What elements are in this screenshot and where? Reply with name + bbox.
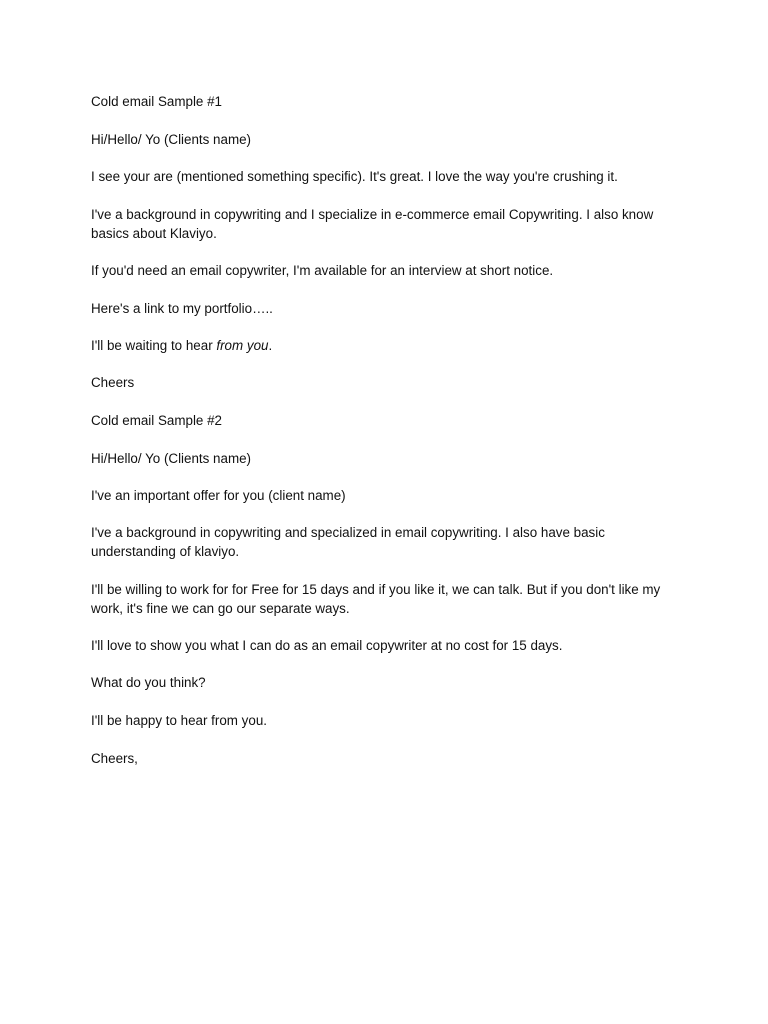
sample2-paragraph-1: I've an important offer for you (client name) bbox=[91, 488, 346, 503]
sample2-paragraph-3-line-1: I'll be willing to work for for Free for 15 days and if you like it, we can talk. But if you don't like my bbox=[91, 582, 661, 597]
sample1-p5-italic: from you bbox=[216, 338, 269, 353]
sample2-greeting: Hi/Hello/ Yo (Clients name) bbox=[91, 451, 252, 466]
sample2-heading: Cold email Sample #2 bbox=[91, 413, 222, 428]
sample2-paragraph-2-line-1: I've a background in copywriting and specialized in email copywriting. I also have basic bbox=[91, 525, 605, 540]
sample1-paragraph-3: If you'd need an email copywriter, I'm available for an interview at short notice. bbox=[91, 263, 554, 278]
sample1-paragraph-1: I see your are (mentioned something specific). It's great. I love the way you're crushing it. bbox=[91, 169, 618, 184]
sample1-greeting: Hi/Hello/ Yo (Clients name) bbox=[91, 132, 252, 147]
sample2-paragraph-6: I'll be happy to hear from you. bbox=[91, 713, 267, 728]
sample1-heading: Cold email Sample #1 bbox=[91, 94, 222, 109]
sample1-paragraph-2-line-2: basics about Klaviyo. bbox=[91, 226, 217, 241]
sample2-paragraph-4: I'll love to show you what I can do as an email copywriter at no cost for 15 days. bbox=[91, 638, 563, 653]
sample1-p5-prefix: I'll be waiting to hear bbox=[91, 338, 217, 353]
sample2-paragraph-3-line-2: work, it's fine we can go our separate ways. bbox=[91, 601, 350, 616]
sample1-paragraph-5 bbox=[91, 336, 691, 355]
sample1-signoff: Cheers bbox=[91, 375, 135, 390]
sample2-paragraph-5: What do you think? bbox=[91, 675, 206, 690]
sample1-paragraph-2-line-1: I've a background in copywriting and I specialize in e-commerce email Copywriting. I also know bbox=[91, 207, 654, 222]
sample1-p5-suffix: . bbox=[268, 338, 273, 353]
sample2-signoff: Cheers, bbox=[91, 751, 138, 766]
sample2-paragraph-2-line-2: understanding of klaviyo. bbox=[91, 544, 240, 559]
sample1-paragraph-4: Here's a link to my portfolio….. bbox=[91, 301, 273, 316]
